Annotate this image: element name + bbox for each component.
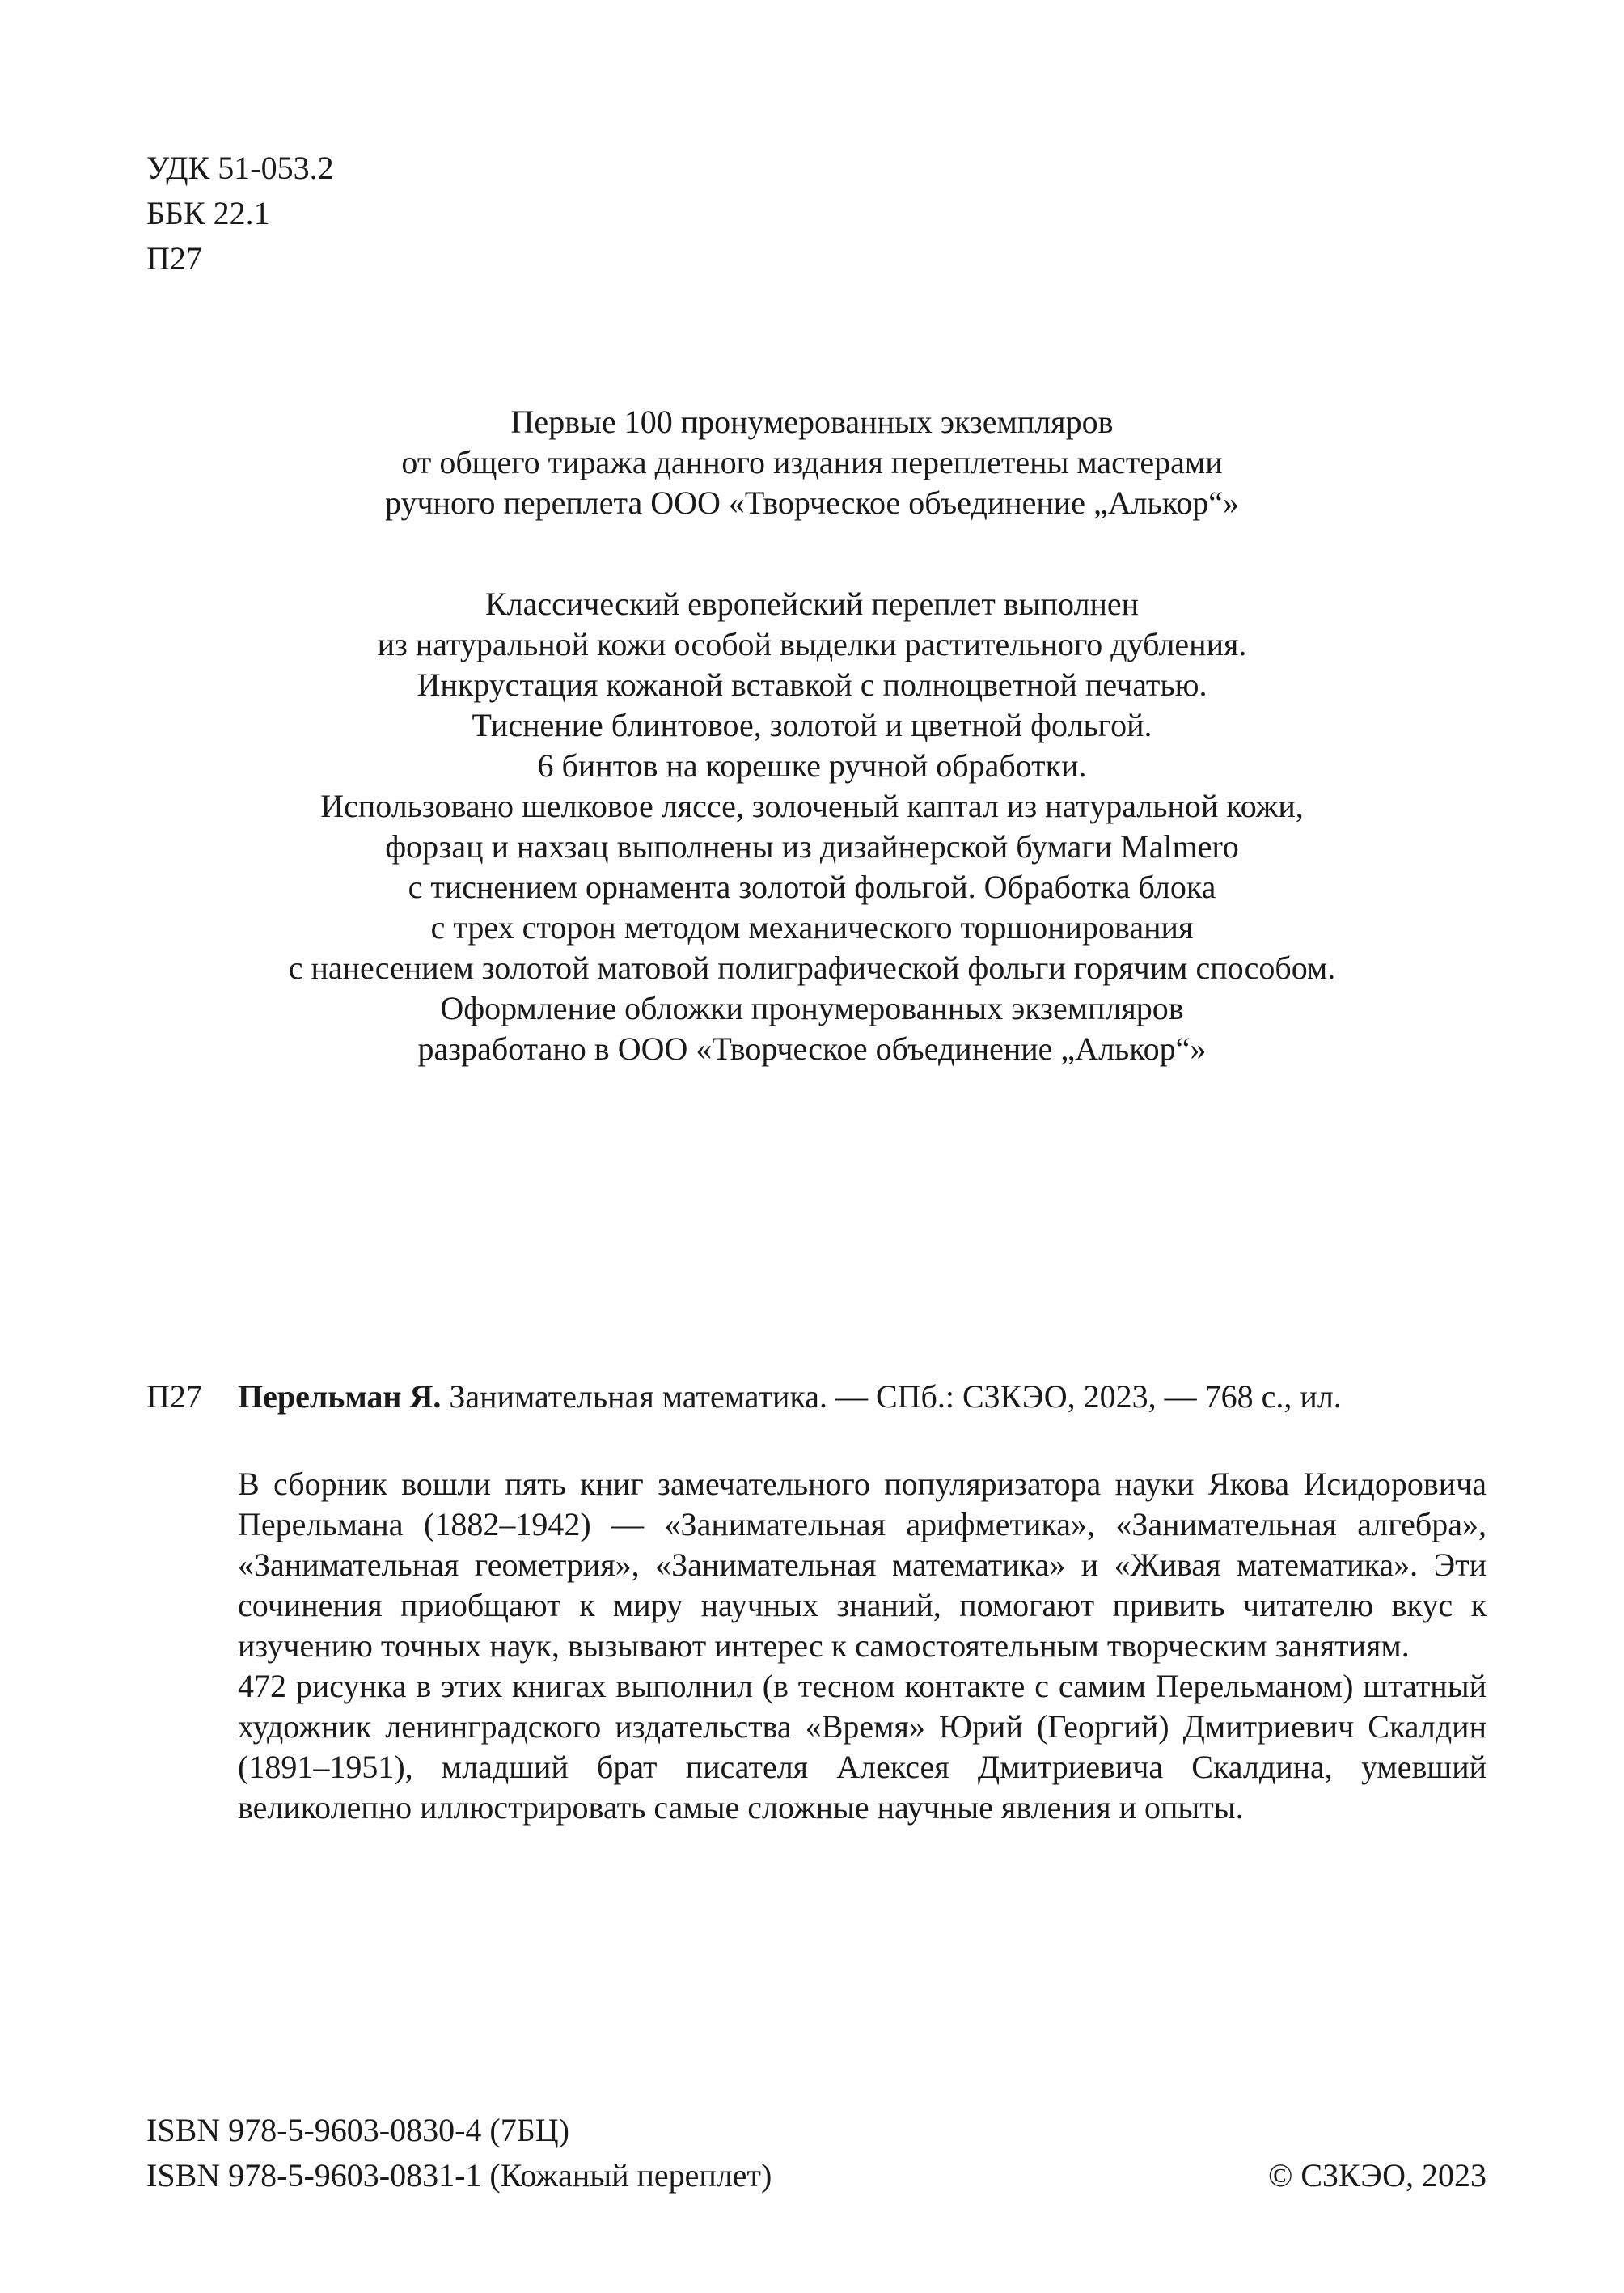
annotation-paragraph: 472 рисунка в этих книгах выполнил (в тесном контакте с самим Перельманом) штатный художник ленинградского издательства «Время» Юрий (Георгий) Дмитриевич Скалдин (1891–1951), младший брат писателя Алексея Дмитриевича Скалдина, умевший великолепно иллюстрировать самые сложные научные явления и опыты. bbox=[238, 1668, 1487, 1826]
edition-note-line: Первые 100 пронумерованных экземпляров bbox=[510, 404, 1114, 440]
binding-note-line: форзац и нахзац выполнены из дизайнерской бумаги Malmero bbox=[385, 828, 1239, 865]
binding-note-line: Классический европейский переплет выполнен bbox=[484, 586, 1140, 622]
edition-note bbox=[146, 402, 1478, 523]
annotation-paragraph: В сборник вошли пять книг замечательного популяризатора науки Якова Исидоровича Перельмана (1882–1942) — «Занимательная арифметика», «Занимательная алгебра», «Занимательная геометрия», «Занимательная математика» и «Живая математика». Эти сочинения приобщают к миру научных знаний, помогают привить читателю вкус к изучению точных наук, вызывают интерес к самостоятельным творческим занятиям. bbox=[238, 1466, 1487, 1664]
book-annotation bbox=[238, 1464, 1487, 1828]
isbn-line: ISBN 978-5-9603-0831-1 (Кожаный переплет) bbox=[146, 2157, 772, 2194]
bibliographic-citation bbox=[146, 1375, 1489, 1419]
citation-author: Перельман Я. bbox=[238, 1378, 442, 1415]
binding-note bbox=[146, 584, 1478, 1069]
binding-note-line: с нанесением золотой матовой полиграфической фольги горячим способом. bbox=[288, 950, 1336, 986]
binding-note-line: Инкрустация кожаной вставкой с полноцветной печатью. bbox=[417, 666, 1207, 703]
edition-note-line: от общего тиража данного издания переплетены мастерами bbox=[401, 444, 1223, 480]
binding-note-line: Оформление обложки пронумерованных экземпляров bbox=[440, 990, 1184, 1026]
binding-note-line: Тиснение блинтовое, золотой и цветной фольгой. bbox=[472, 707, 1152, 743]
author-mark: П27 bbox=[146, 240, 202, 277]
binding-note-line: из натуральной кожи особой выделки растительного дубления. bbox=[377, 626, 1247, 662]
bbk-code: ББК 22.1 bbox=[146, 195, 270, 231]
binding-note-line: с тиснением орнамента золотой фольгой. Обработка блока bbox=[408, 869, 1216, 905]
binding-note-line: 6 бинтов на корешке ручной обработки. bbox=[537, 747, 1087, 784]
copyright-notice: © СЗКЭО, 2023 bbox=[1267, 2157, 1487, 2194]
binding-note-line: разработано в ООО «Творческое объединение „Алькор“» bbox=[417, 1030, 1207, 1067]
isbn-line: ISBN 978-5-9603-0830-4 (7БЦ) bbox=[146, 2112, 569, 2148]
isbn-block bbox=[146, 2108, 772, 2198]
binding-note-line: Использовано шелковое ляссе, золоченый каптал из натуральной кожи, bbox=[320, 788, 1304, 824]
citation-details: Занимательная математика. — СПб.: СЗКЭО, 2023, — 768 с., ил. bbox=[441, 1378, 1342, 1415]
citation-author-mark: П27 bbox=[146, 1378, 202, 1415]
udk-code: УДК 51-053.2 bbox=[146, 150, 334, 186]
edition-note-line: ручного переплета ООО «Творческое объединение „Алькор“» bbox=[385, 484, 1239, 521]
binding-note-line: с трех сторон методом механического торшонирования bbox=[430, 909, 1194, 946]
classification-codes bbox=[146, 146, 334, 281]
